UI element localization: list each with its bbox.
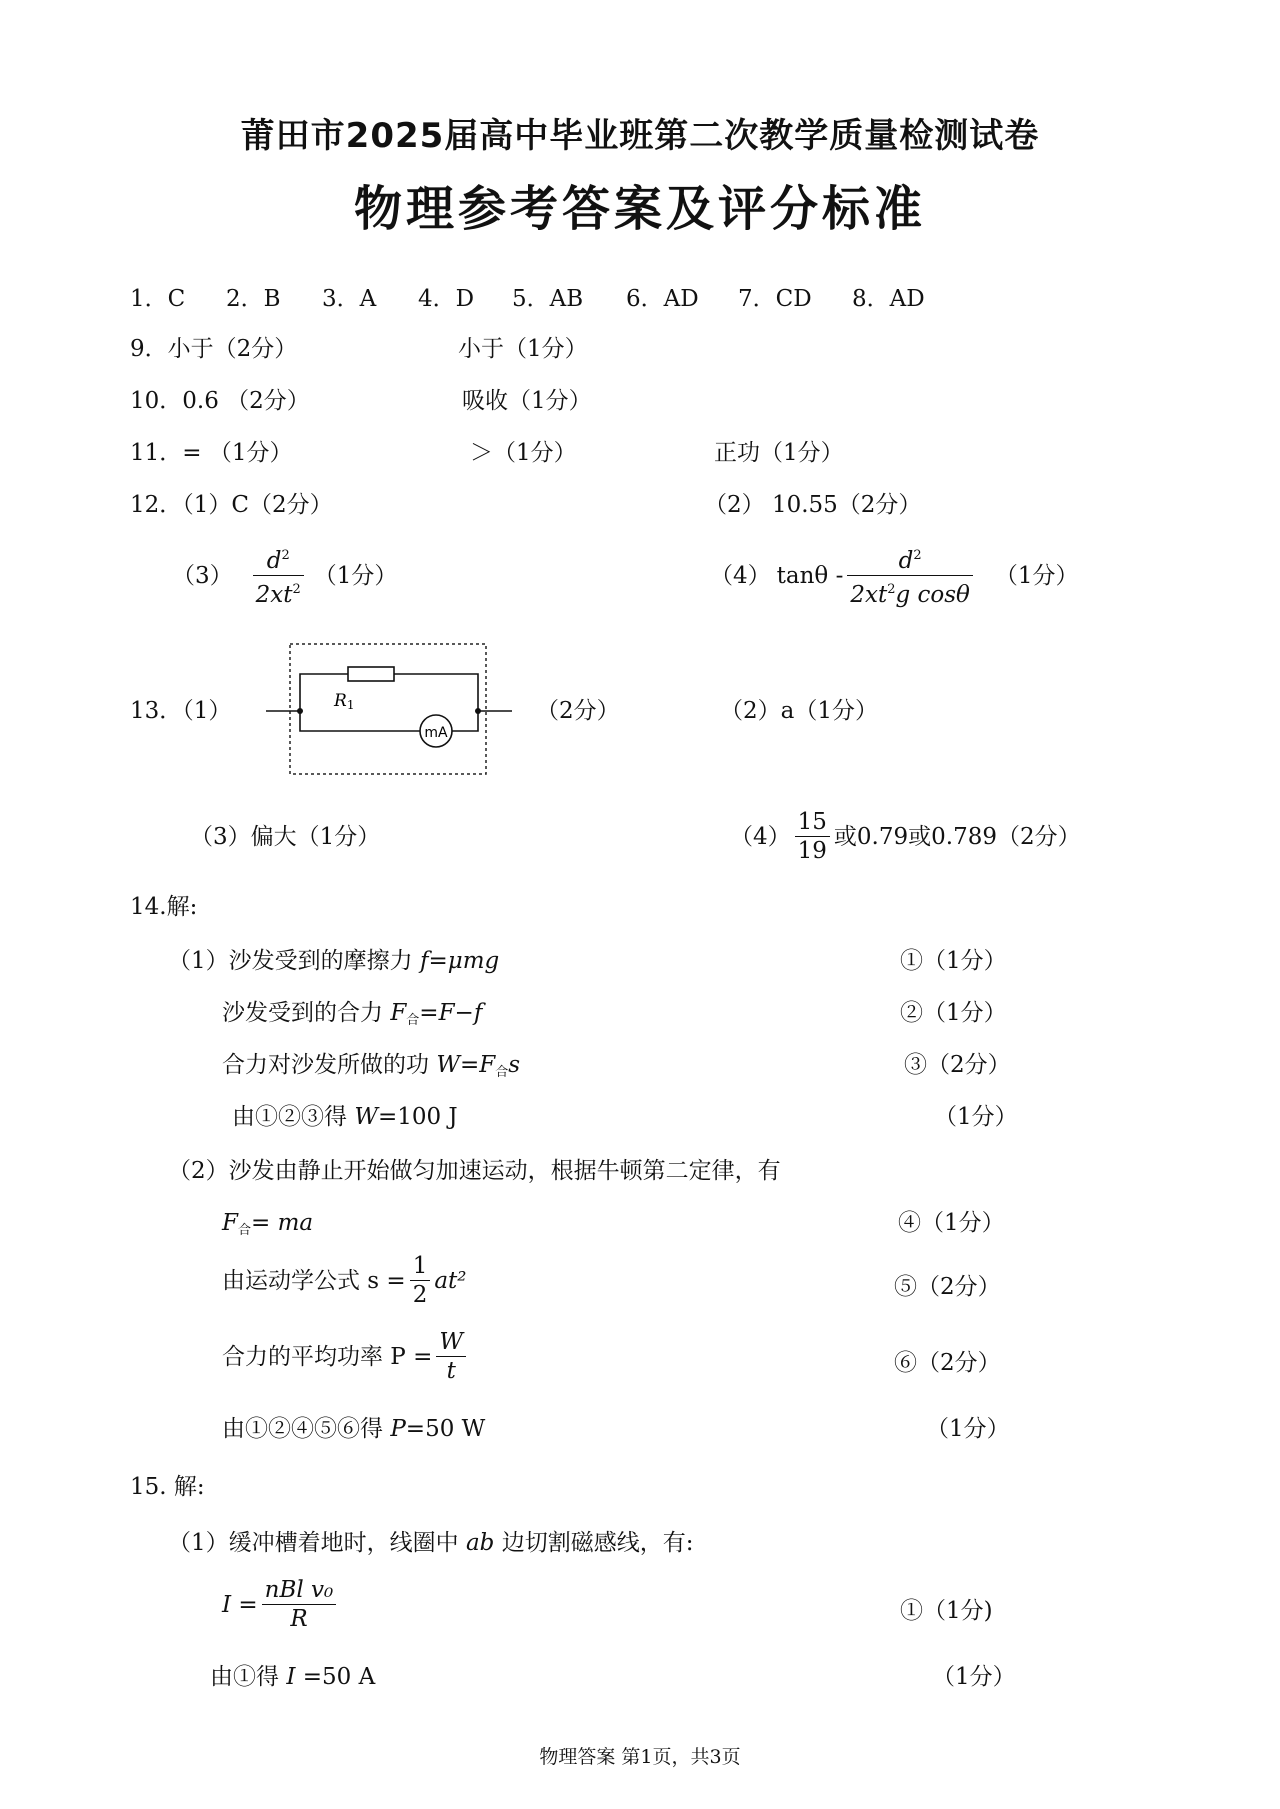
q14-line-9: 由①②④⑤⑥得 P=50 W [222, 1416, 486, 1442]
q15-heading: 15. 解: [130, 1474, 205, 1500]
q14-score-7: ⑤（2分） [894, 1274, 1001, 1300]
q14-line-8-pre: 合力的平均功率 P = [222, 1343, 433, 1370]
q14-line-7-post: at² [434, 1267, 467, 1294]
choice-answer-8: 8．AD [852, 286, 925, 312]
q13-part4-den: 19 [797, 838, 827, 864]
q13-part4 [730, 808, 1081, 865]
q15-line-3: 由①得 I =50 A [210, 1664, 376, 1690]
q12-part3-den-sup: 2 [292, 582, 301, 597]
q14-score-2: ②（1分） [900, 1000, 1007, 1026]
q13-part4-label: （4） [730, 823, 791, 850]
q14-score-1: ①（1分） [900, 948, 1007, 974]
q12-part4-label: （4） [710, 562, 771, 589]
q14-score-3: ③（2分） [904, 1052, 1011, 1078]
q14-line-8 [222, 1328, 470, 1385]
q14-score-9: （1分） [926, 1416, 1010, 1442]
q12-part3-den: 2xt [255, 582, 293, 608]
q13-part4-rest: 或0.79或0.789（2分） [833, 823, 1081, 850]
page-footer: 物理答案 第1页，共3页 [539, 1746, 741, 1768]
choice-answer-2: 2．B [226, 286, 281, 312]
choice-answer-5: 5．AB [512, 286, 584, 312]
q15-line-2-num: nBl v₀ [262, 1576, 337, 1605]
q12-part4-den-a: 2xt [850, 582, 888, 608]
q11-answer-b: ＞（1分） [470, 440, 577, 466]
page-subtitle: 物理参考答案及评分标准 [353, 181, 926, 237]
q14-heading: 14.解: [130, 894, 198, 920]
q14-line-7-num: 1 [410, 1252, 431, 1281]
circuit-wire-bottom-right [452, 711, 478, 731]
resistor-symbol [348, 667, 394, 681]
q13-circuit-diagram [260, 640, 520, 780]
q14-score-4: （1分） [934, 1104, 1018, 1130]
q10-answer-a: 10．0.6 （2分） [130, 388, 310, 414]
q14-line-8-num: W [436, 1328, 466, 1357]
q15-line-2-fraction [262, 1576, 337, 1633]
q15-line-1: （1）缓冲槽着地时，线圈中 ab 边切割磁感线，有: [168, 1530, 694, 1556]
q12-part3-label: （3） [172, 562, 233, 589]
q14-line-7-pre: 由运动学公式 s = [222, 1267, 406, 1294]
q11-answer-c: 正功（1分） [714, 440, 844, 466]
circuit-dashed-box [290, 644, 486, 774]
q13-part2: （2）a（1分） [720, 698, 878, 724]
q14-line-8-den: t [446, 1358, 456, 1384]
q14-line-5: （2）沙发由静止开始做匀加速运动，根据牛顿第二定律，有 [168, 1158, 781, 1184]
q14-line-2: 沙发受到的合力 $F_合=F-f$ [222, 1000, 483, 1028]
q12-part4-den-b: g cosθ [895, 582, 970, 608]
q13-part4-fraction [795, 808, 830, 865]
choice-answer-6: 6．AD [626, 286, 699, 312]
q14-score-8: ⑥（2分） [894, 1350, 1001, 1376]
q14-line-4: 由①②③得 W=100 J [232, 1104, 458, 1130]
q14-line-8-fraction [436, 1328, 466, 1385]
q12-part4 [710, 542, 1079, 609]
q12-part3-fraction [253, 542, 304, 609]
q12-part4-num-sup: 2 [913, 548, 922, 563]
q15-line-2-den: R [290, 1606, 308, 1632]
q12-part4-den-sup: 2 [887, 582, 896, 597]
q14-line-1: （1）沙发受到的摩擦力 f=μmg [168, 948, 500, 974]
q9-answer-a: 9．小于（2分） [130, 336, 298, 362]
milliammeter-label: mA [424, 725, 448, 741]
q14-line-7-fraction [410, 1252, 431, 1309]
q14-line-7-den: 2 [412, 1282, 428, 1308]
q12-part4-fraction [847, 542, 973, 609]
q9-answer-b: 小于（1分） [458, 336, 588, 362]
q14-line-6: $F_合=$ ma [222, 1210, 314, 1238]
q15-line-2-pre: I = [222, 1591, 258, 1618]
q13-part4-num: 15 [795, 808, 830, 837]
q13-part1-score: （2分） [536, 698, 620, 724]
q14-line-7 [222, 1252, 467, 1309]
q12-part3-num-sup: 2 [281, 548, 290, 563]
choice-answer-4: 4．D [418, 286, 475, 312]
choice-answer-3: 3．A [322, 286, 377, 312]
q12-part3-score: （1分） [313, 562, 398, 589]
q12-part2: （2） 10.55（2分） [704, 492, 922, 518]
page-title: 莆田市2025届高中毕业班第二次教学质量检测试卷 [240, 116, 1040, 156]
q13-part1-label: 13．（1） [130, 698, 232, 724]
q13-part3: （3）偏大（1分） [190, 824, 381, 850]
q12-part4-score: （1分） [994, 562, 1079, 589]
q14-score-6: ④（1分） [898, 1210, 1005, 1236]
q12-part4-pre: tanθ - [776, 562, 844, 589]
q15-line-2 [222, 1576, 340, 1633]
q12-part3-num: d [266, 548, 282, 574]
resistor-label: R1 [334, 691, 355, 712]
q15-score-3: （1分） [932, 1664, 1016, 1690]
q14-line-3: 合力对沙发所做的功 $W=F_合s$ [222, 1052, 521, 1080]
circuit-wire-top-right [394, 674, 478, 711]
q12-part4-num: d [898, 548, 914, 574]
circuit-wire-bottom-left [300, 711, 420, 731]
q15-score-2: ①（1分) [900, 1598, 993, 1624]
choice-answer-1: 1．C [130, 286, 186, 312]
q10-answer-b: 吸收（1分） [462, 388, 592, 414]
choice-answer-7: 7．CD [738, 286, 812, 312]
q12-part1: 12．（1）C（2分） [130, 492, 333, 518]
q11-answer-a: 11．= （1分） [130, 440, 293, 466]
q12-part3 [172, 542, 397, 609]
